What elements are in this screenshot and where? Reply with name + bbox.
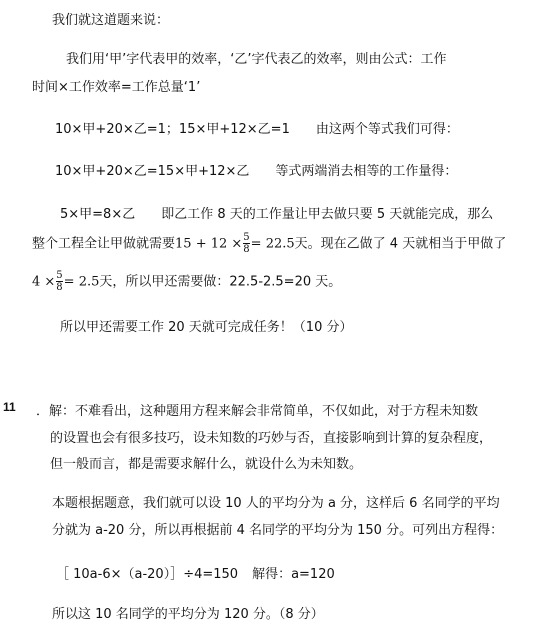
calc-line-1 — [32, 233, 506, 255]
calc-line-2 — [32, 271, 341, 293]
equation-line-3 — [60, 207, 493, 223]
answer-line-5: 分就为 a-20 分，所以再根据前 4 名同学的平均分为 150 分。可列出方程得： — [52, 523, 504, 538]
calc-text: 天。现在乙做了 4 天就相当于甲做了 — [294, 236, 507, 252]
answer-line-1: ．解：不难看出，这种题用方程来解会非常简单，不仅如此，对于方程未知数 — [36, 404, 479, 419]
equation-note: 等式两端消去相等的工作量得： — [275, 164, 458, 179]
paragraph-line-2: 时间×工作效率=工作总量‘1’ — [32, 80, 201, 95]
calc-expression-left: 4 × — [32, 274, 56, 290]
answer-solution: 解得：a=120 — [252, 567, 335, 582]
answer-line-3: 但一般而言，都是需要求解什么，就设什么为未知数。 — [50, 457, 363, 472]
calc-expression-right: = 22.5 — [250, 236, 295, 252]
fraction-5-8 — [56, 271, 62, 293]
answer-line-2: 的设置也会有很多技巧，设未知数的巧妙与否，直接影响到计算的复杂程度， — [50, 431, 493, 446]
calc-expression-left: 15 + 12 × — [175, 236, 243, 252]
fraction-numerator: 5 — [243, 232, 250, 243]
answer-line-4: 本题根据题意，我们就可以设 10 人的平均分为 a 分，这样后 6 名同学的平均 — [52, 496, 500, 511]
fraction-denominator: 8 — [56, 282, 63, 293]
combined-equation: 10×甲+20×乙=15×甲+12×乙 — [55, 164, 250, 179]
paragraph-line-1: 我们用‘甲’字代表甲的效率，‘乙’字代表乙的效率，则由公式：工作 — [66, 52, 447, 67]
equation-note: 即乙工作 8 天的工作量让甲去做只要 5 天就能完成，那么 — [161, 207, 494, 222]
fraction-5-8 — [243, 233, 249, 255]
equation-note: 由这两个等式我们可得： — [315, 122, 459, 137]
calc-text: 整个工程全让甲做就需要 — [32, 236, 176, 252]
answer-equation-line — [56, 567, 335, 583]
calc-expression-right: = 2.5 — [63, 274, 100, 290]
equation-line-2 — [55, 164, 457, 180]
fraction-denominator: 8 — [243, 244, 250, 255]
equation-system: 10×甲+20×乙=1；15×甲+12×乙=1 — [55, 122, 290, 137]
answer-equation: ［ 10a-6×（a-20）］÷4=150 — [56, 567, 239, 582]
simplified-equation: 5×甲=8×乙 — [60, 207, 136, 222]
calc-text: 天，所以甲还需要做：22.5-2.5=20 天。 — [99, 274, 342, 290]
equation-line-1 — [55, 122, 459, 138]
question-number: 11 — [3, 400, 16, 414]
part-1-conclusion: 所以甲还需要工作 20 天就可完成任务！（10 分） — [60, 320, 353, 335]
part-2-conclusion: 所以这 10 名同学的平均分为 120 分。（8 分） — [52, 607, 324, 622]
intro-line: 我们就这道题来说： — [52, 13, 170, 28]
fraction-numerator: 5 — [56, 270, 63, 281]
